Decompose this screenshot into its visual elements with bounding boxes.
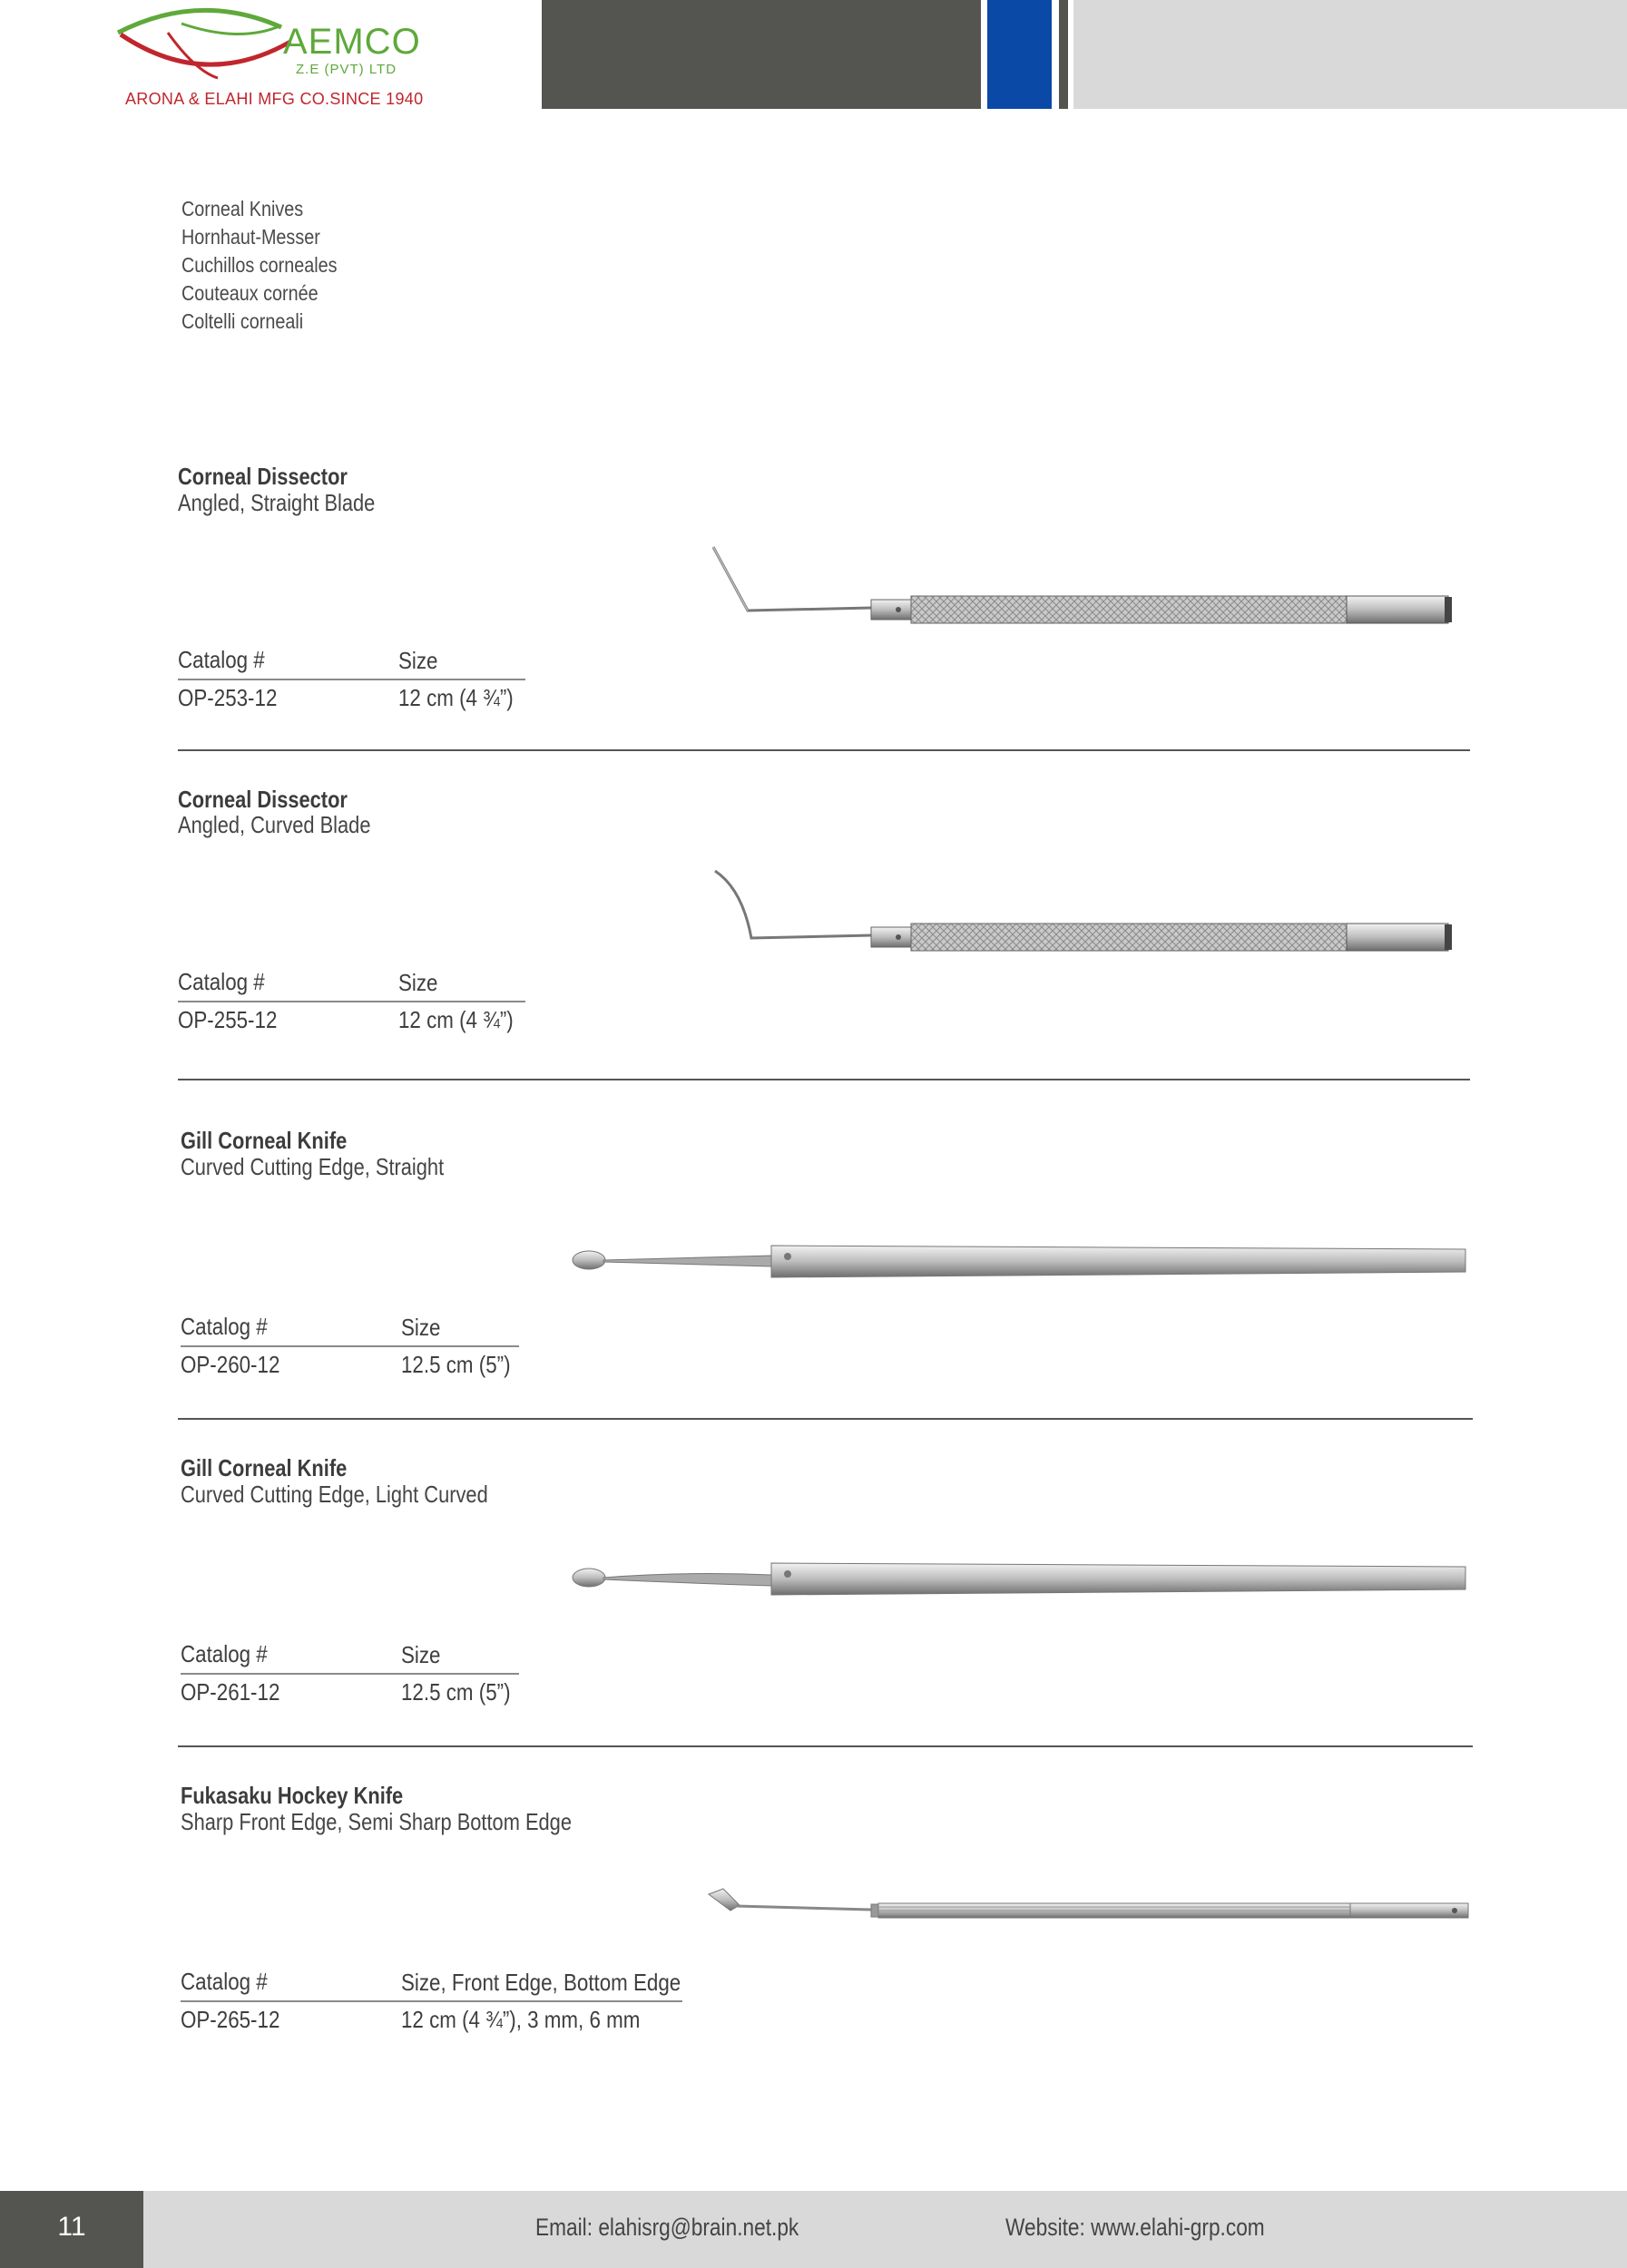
footer-bar [0,2191,1627,2268]
catalog-label: Catalog # [181,1640,268,1667]
intro-names [181,195,362,336]
size-value: 12 cm (4 ¾”) [398,684,514,711]
header-band-light [1073,0,1627,109]
intro-line: Cuchillos corneales [181,253,338,277]
corneal-dissector-curved-icon [708,862,1470,953]
size-value: 12 cm (4 ¾”), 3 mm, 6 mm [401,2006,641,2033]
intro-line: Couteaux cornée [181,281,319,305]
footer-website[interactable]: Website: www.elahi-grp.com [1005,2214,1265,2241]
size-label: Size [401,1314,441,1341]
product-subtitle: Curved Cutting Edge, Straight [181,1153,445,1180]
catalog-rule [181,1673,519,1675]
catalog-label: Catalog # [181,1968,268,1995]
catalog-label: Catalog # [178,968,265,995]
product-subtitle: Angled, Straight Blade [178,489,376,516]
gill-corneal-knife-straight-icon [567,1234,1470,1288]
catalog-label: Catalog # [178,646,265,673]
catalog-rule [181,1345,519,1347]
section-divider [178,1079,1470,1080]
catalog-number: OP-260-12 [181,1351,280,1378]
corneal-dissector-straight-icon [708,540,1470,631]
product-title: Gill Corneal Knife [181,1454,348,1481]
size-label: Size [401,1641,441,1668]
section-divider [178,1418,1473,1420]
size-value: 12.5 cm (5”) [401,1678,511,1706]
section-divider [178,749,1470,751]
size-value: 12.5 cm (5”) [401,1351,511,1378]
logo-name: AEMCO [283,22,421,62]
size-label: Size [398,647,438,674]
product-title: Gill Corneal Knife [181,1127,348,1154]
catalog-number: OP-253-12 [178,684,278,711]
intro-line: Hornhaut-Messer [181,225,320,249]
size-label: Size, Front Edge, Bottom Edge [401,1969,681,1996]
size-value: 12 cm (4 ¾”) [398,1006,514,1033]
catalog-label: Catalog # [181,1313,268,1340]
intro-line: Coltelli corneali [181,309,304,333]
catalog-rule [178,1001,525,1002]
footer-email[interactable]: Email: elahisrg@brain.net.pk [535,2214,799,2241]
product-title: Corneal Dissector [178,786,348,813]
product-title: Corneal Dissector [178,463,348,490]
logo-tagline: ARONA & ELAHI MFG CO.SINCE 1940 [125,90,424,108]
gill-corneal-knife-curved-icon [567,1551,1470,1606]
size-label: Size [398,969,438,996]
header-band-blue [987,0,1052,109]
header-band-thin [1059,0,1068,109]
product-subtitle: Curved Cutting Edge, Light Curved [181,1481,488,1508]
catalog-number: OP-265-12 [181,2006,280,2033]
intro-line: Corneal Knives [181,197,304,220]
header-band-dark [542,0,981,109]
catalog-number: OP-261-12 [181,1678,280,1706]
catalog-rule [181,2000,682,2002]
section-divider [178,1745,1473,1747]
product-title: Fukasaku Hockey Knife [181,1782,404,1809]
fukasaku-hockey-knife-icon [703,1878,1470,1932]
product-subtitle: Sharp Front Edge, Semi Sharp Bottom Edge [181,1808,572,1835]
catalog-number: OP-255-12 [178,1006,278,1033]
logo-sub: Z.E (PVT) LTD [296,62,397,77]
catalog-rule [178,679,525,680]
page-number: 11 [57,2212,86,2242]
product-subtitle: Angled, Curved Blade [178,811,371,838]
